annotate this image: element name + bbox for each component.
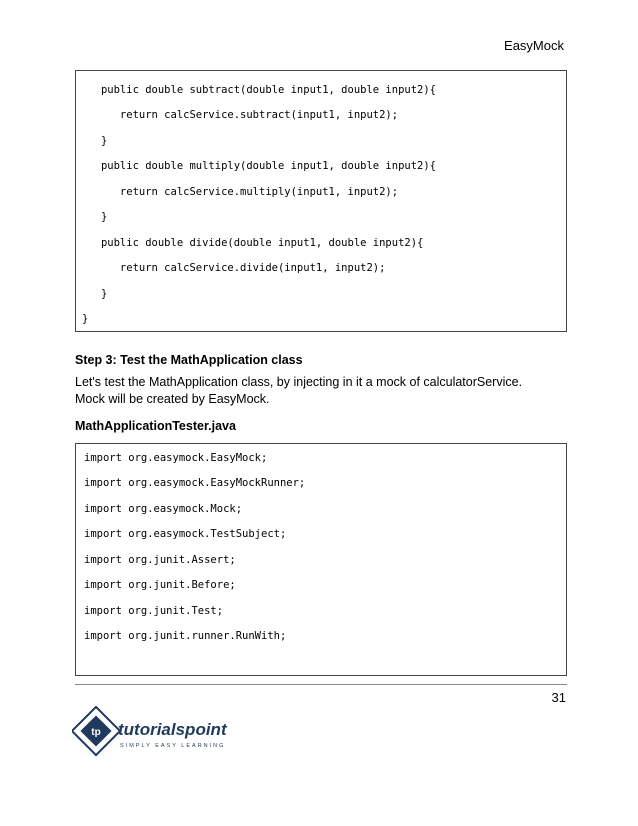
code-line: import org.easymock.EasyMockRunner;: [84, 477, 306, 489]
code-block-math-application: [75, 70, 567, 332]
code-line: public double subtract(double input1, double input2){: [82, 84, 437, 96]
code-block-math-application-tester: [75, 443, 567, 676]
step-paragraph-line-2: Mock will be created by EasyMock.: [75, 392, 270, 406]
code-line: import org.junit.Before;: [84, 579, 236, 591]
code-line: import org.easymock.Mock;: [84, 503, 243, 515]
code-line: public double multiply(double input1, double input2){: [82, 160, 437, 172]
code-line: }: [82, 211, 108, 223]
step-paragraph-line-1: Let's test the MathApplication class, by injecting in it a mock of calculatorService.: [75, 375, 523, 389]
code-line: import org.easymock.TestSubject;: [84, 528, 287, 540]
code-line: }: [82, 313, 89, 325]
code-line: import org.junit.Assert;: [84, 554, 236, 566]
footer-divider: [75, 684, 567, 685]
tutorialspoint-logo: [72, 703, 242, 759]
code-line: return calcService.subtract(input1, input2);: [82, 109, 399, 121]
file-name-heading: MathApplicationTester.java: [75, 419, 236, 433]
code-line: }: [82, 135, 108, 147]
logo-tagline: SIMPLY EASY LEARNING: [120, 743, 226, 749]
code-line: return calcService.multiply(input1, input2);: [82, 186, 399, 198]
page-number: 31: [551, 690, 566, 705]
svg-text:tp: tp: [91, 727, 101, 738]
code-line: import org.junit.Test;: [84, 605, 224, 617]
code-line: import org.junit.runner.RunWith;: [84, 630, 287, 642]
logo-wordmark: tutorialspoint: [118, 720, 227, 739]
code-line: }: [82, 288, 108, 300]
page-header-title: EasyMock: [504, 38, 564, 53]
code-line: import org.easymock.EasyMock;: [84, 452, 268, 464]
code-line: public double divide(double input1, double input2){: [82, 237, 424, 249]
step-heading: Step 3: Test the MathApplication class: [75, 353, 303, 367]
code-line: return calcService.divide(input1, input2);: [82, 262, 386, 274]
